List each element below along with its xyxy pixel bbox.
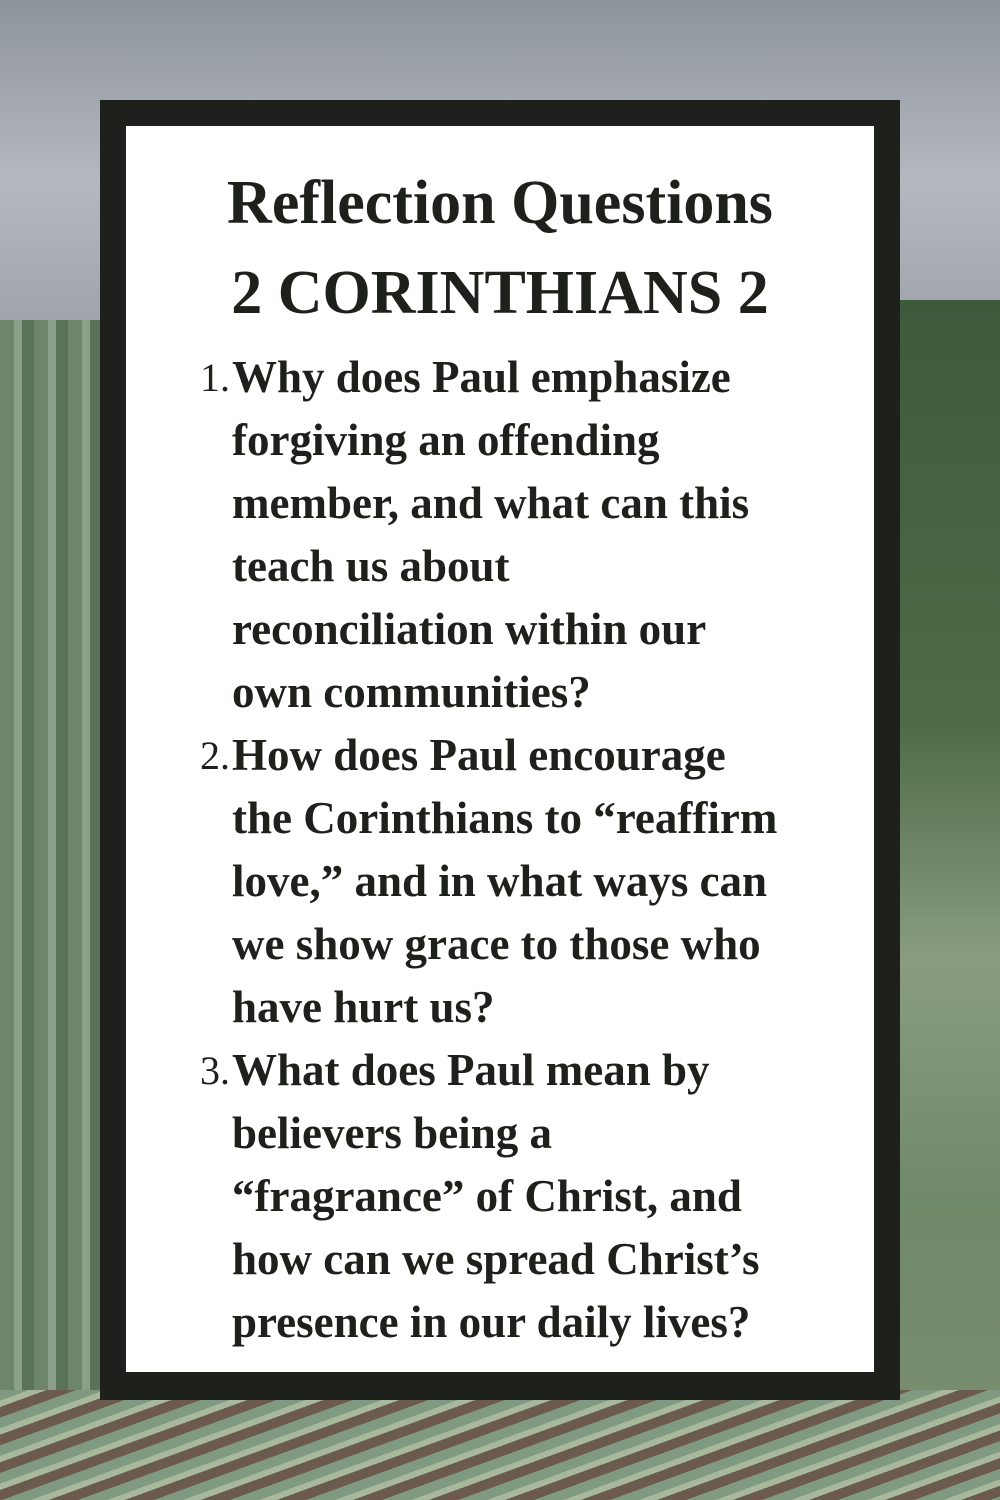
page-title: Reflection Questions xyxy=(227,169,773,237)
question-text-line: reconciliation within our xyxy=(232,604,707,654)
question-number: 2. xyxy=(200,733,230,778)
cactus-image xyxy=(0,320,110,1500)
question-text-line: forgiving an offending xyxy=(232,415,660,465)
question-text-line: member, and what can this xyxy=(232,478,750,528)
trees-image xyxy=(890,300,1000,1500)
question-text-line: Why does Paul emphasize xyxy=(232,352,731,402)
question-text-line: have hurt us? xyxy=(232,982,495,1032)
page-subtitle: 2 CORINTHIANS 2 xyxy=(231,259,769,327)
card-frame xyxy=(100,100,900,1400)
question-text-line: own communities? xyxy=(232,667,591,717)
question-text-line: “fragrance” of Christ, and xyxy=(232,1171,742,1221)
question-text-line: teach us about xyxy=(232,541,510,591)
question-text-line: What does Paul mean by xyxy=(232,1045,710,1095)
question-text-line: How does Paul encourage xyxy=(232,730,726,780)
question-item xyxy=(126,1039,874,1354)
question-text-line: believers being a xyxy=(232,1108,552,1158)
question-number: 3. xyxy=(200,1048,230,1093)
question-text-line: the Corinthians to “reaffirm xyxy=(232,793,778,843)
question-text-line: presence in our daily lives? xyxy=(232,1297,751,1347)
question-item xyxy=(126,346,874,724)
question-number: 1. xyxy=(200,355,230,400)
question-list xyxy=(126,346,874,1354)
question-text-line: love,” and in what ways can xyxy=(232,856,768,906)
question-card xyxy=(126,126,874,1372)
question-text-line: we show grace to those who xyxy=(232,919,761,969)
agave-image xyxy=(0,1390,1000,1500)
question-text-line: how can we spread Christ’s xyxy=(232,1234,760,1284)
question-item xyxy=(126,724,874,1039)
